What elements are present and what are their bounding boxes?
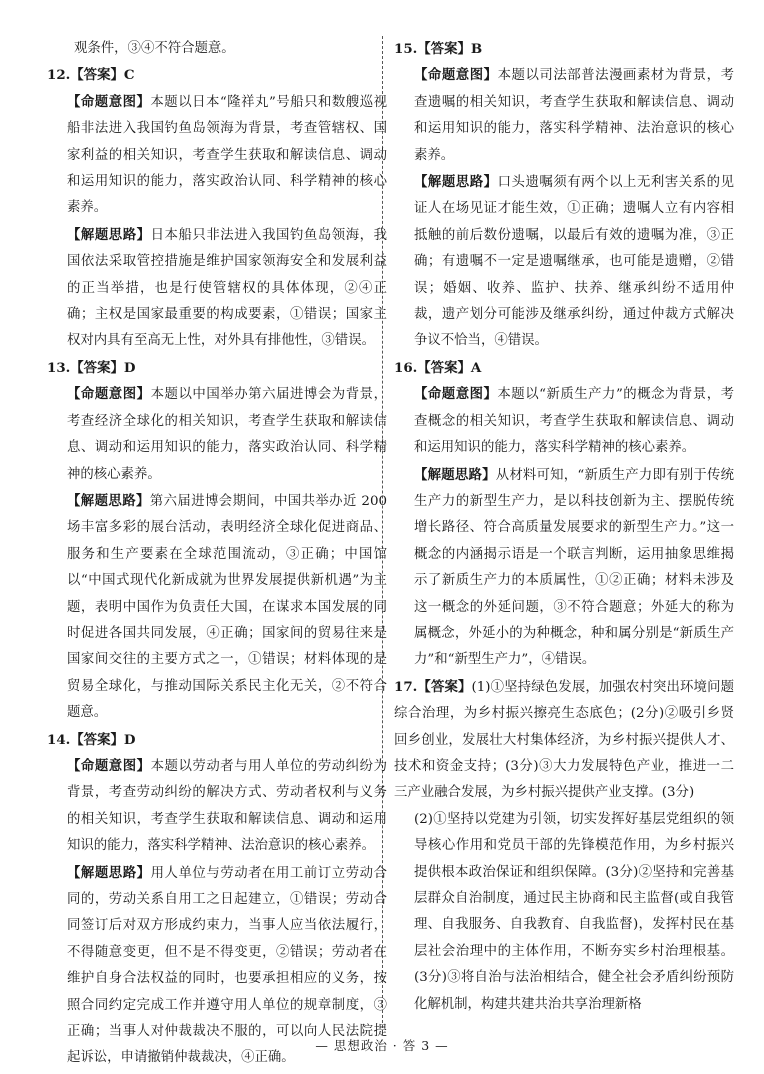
intent-label: 【命题意图】 [414,67,498,84]
q15-intent-text: 本题以司法部普法漫画素材为背景，考查遗嘱的相关知识，考查学生获取和解读信息、调动和运用知识的能力，落实科学精神、法治意识的核心素养。 [414,68,735,163]
q17-answer [394,674,734,807]
intent-label: 【命题意图】 [67,386,151,403]
q14-answer: 14.【答案】D [47,731,136,748]
q15-solution-text: 口头遗嘱须有两个以上无利害关系的见证人在场见证才能生效，①正确；遗嘱人立有内容相抵触的前后数份遗嘱，以最后有效的遗嘱为准，③正确；有遗嘱不一定是遗嘱继承，也可能是遗赠，②错误；婚姻、收养、监护、扶养、继承纠纷不适用仲裁，遗产划分可能涉及继承纠纷，通过仲裁方式解决争议不恰当，④错误。 [414,175,735,349]
question-13 [47,355,387,727]
q15-solution [394,169,734,355]
q13-answer: 13.【答案】D [47,359,136,376]
q13-solution [47,488,387,727]
q14-intent-text: 本题以劳动者与用人单位的劳动纠纷为背景，考查劳动纠纷的解决方式、劳动者权利与义务的相关知识，考查学生获取和解读信息、调动和运用知识的能力，落实科学精神、法治意识的核心素养。 [67,758,388,854]
q16-answer: 16.【答案】A [394,359,482,376]
solution-label: 【解题思路】 [67,864,151,881]
q16-solution [394,462,734,674]
q15-answer: 15.【答案】B [394,41,483,57]
page-footer: — 思想政治 · 答 3 — [315,1038,449,1053]
q17-part2: (2)①坚持以党建为引领，切实发挥好基层党组织的领导核心作用和党员干部的先锋模范作用，为乡村振兴提供根本政治保证和组织保障。(3分)②坚持和完善基层群众自治制度，通过民主协商和民主监督(或自我管理、自我服务、自我教育、自我监督)，发挥村民在基层社会治理中的主体作用，不断夯实乡村治理根基。(3分)③将自治与法治相结合，健全社会矛盾纠纷预防化解机制，构建共建共治共享治理新格 [414,811,734,1012]
question-15 [394,36,734,355]
continued-text: 观条件，③④不符合题意。 [74,41,235,56]
q14-intent [47,753,387,860]
right-column [394,36,734,1018]
intent-label: 【命题意图】 [67,93,151,110]
q17-number: 17. [394,678,418,695]
q13-intent-text: 本题以中国举办第六届进博会为背景，考查经济全球化的相关知识，考查学生获取和解读信息、调动和运用知识的能力，落实政治认同、科学精神的核心素养。 [67,387,388,482]
solution-label: 【解题思路】 [414,174,498,191]
q14-solution-text: 用人单位与劳动者在用工前订立劳动合同的，劳动关系自用工之日起建立，①错误；劳动合同签订后对双方形成约束力，当事人应当依法履行，不得随意变更，但不是不得变更，②错误；劳动者在维护自身合法权益的同时，也要承担相应的义务，按照合同约定完成工作并遵守用人单位的规章制度，③正确；当事人对仲裁裁决不服的，可以向人民法院提起诉讼，申请撤销仲裁裁决，④正确。 [67,865,388,1066]
q16-solution-text: 从材料可知，“新质生产力即有别于传统生产力的新型生产力，是以科技创新为主、摆脱传统增长路径、符合高质量发展要求的新型生产力。”这一概念的内涵揭示语是一个联言判断，运用抽象思维揭示了新质生产力的本质属性，①②正确；材料未涉及这一概念的外延问题，③不符合题意；外延大的称为属概念，外延小的为种概念，种和属分别是“新质生产力”和“新型生产力”，④错误。 [414,467,734,668]
left-column [47,36,387,1072]
q15-intent [394,62,734,169]
q12-solution [47,222,387,355]
solution-label: 【解题思路】 [67,492,150,509]
intent-label: 【命题意图】 [67,757,151,774]
q12-answer: 12.【答案】C [47,67,135,84]
question-17 [394,674,734,1018]
q12-solution-text: 日本船只非法进入我国钓鱼岛领海，我国依法采取管控措施是维护国家领海安全和发展利益的正当举措，也是行使管辖权的具体体现，②④正确；主权是国家最重要的构成要素，①错误；国家主权对内具有至高无上性，对外具有排他性，③错误。 [67,227,388,349]
question-14 [47,727,387,1072]
answer-label: 【答案】 [417,678,472,695]
question-16 [394,355,734,674]
solution-label: 【解题思路】 [67,226,151,243]
q16-intent-text: 本题以“新质生产力”的概念为背景，考查概念的相关知识，考查学生获取和解读信息、调动和运用知识的能力，落实科学精神的核心素养。 [414,387,734,456]
solution-label: 【解题思路】 [414,466,496,483]
q17-part1: (1)①坚持绿色发展，加强农村突出环境问题综合治理，为乡村振兴擦亮生态底色；(2分)②吸引乡贤回乡创业，发展壮大村集体经济，为乡村振兴提供人才、技术和资金支持；(3分)③大力发展特色产业，推进一二三产业融合发展，为乡村振兴提供产业支撑。(3分) [394,679,735,801]
q16-intent [394,381,734,461]
intent-label: 【命题意图】 [414,386,498,403]
q17-part2-block [394,807,734,1018]
q12-intent [47,89,387,222]
question-12 [47,62,387,354]
q13-solution-text: 第六届进博会期间，中国共举办近 200 场丰富多彩的展台活动，表明经济全球化促进商品、服务和生产要素在全球范围流动，③正确；中国馆以“中国式现代化新成就为世界发展提供新机遇”为主题，表明中国作为负责任大国，在谋求本国发展的同时促进各国共同发展，④正确；国家间的贸易往来是国家间交往的主要方式之一，①错误；材料体现的是贸易全球化，与推动国际关系民主化无关，②不符合题意。 [67,493,387,721]
q13-intent [47,381,387,488]
q12-intent-text: 本题以日本“隆祥丸”号船只和数艘巡视船非法进入我国钓鱼岛领海为背景，考查管辖权、国家利益的相关知识，考查学生获取和解读信息、调动和运用知识的能力，落实政治认同、科学精神的核心素养。 [67,94,387,216]
